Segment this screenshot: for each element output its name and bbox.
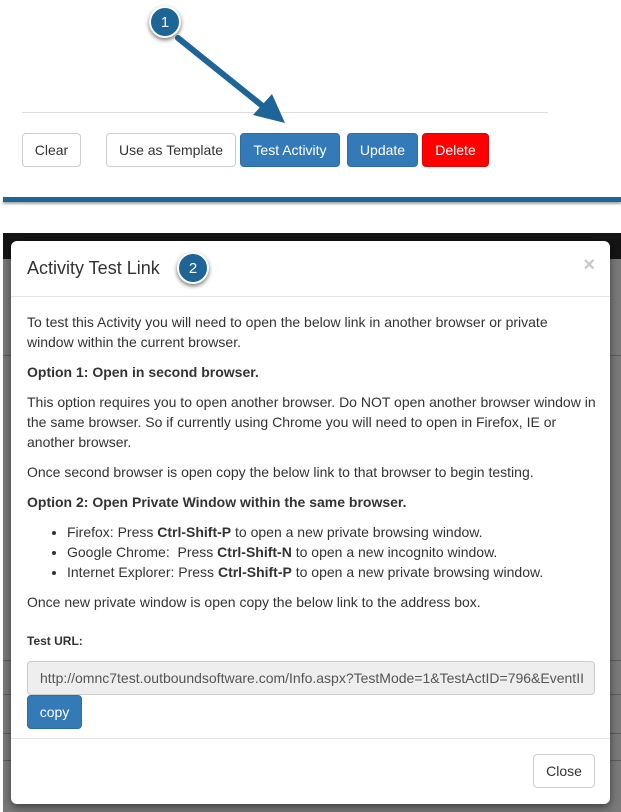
backdrop-row-line [3, 660, 11, 661]
activity-toolbar-panel [0, 0, 621, 207]
modal-body [27, 312, 597, 729]
option1-followup: Once second browser is open copy the below link to that browser to begin testing. [27, 464, 534, 480]
copy-button[interactable]: copy [27, 695, 82, 729]
list-item [67, 562, 597, 582]
modal-footer [11, 738, 610, 804]
item-text: Google Chrome: Press [67, 544, 218, 560]
backdrop-row-line [610, 760, 621, 761]
shortcut-list [67, 522, 597, 582]
item-text: to open a new incognito window. [291, 544, 498, 560]
shortcut-key: Ctrl-Shift-N [217, 544, 292, 560]
delete-button[interactable]: Delete [422, 133, 489, 167]
modal-header [11, 241, 610, 297]
option2-followup: Once new private window is open copy the below link to the address box. [27, 594, 481, 610]
section-divider [3, 197, 621, 202]
intro-text: To test this Activity you will need to open the below link in another browser or private window within the current browser. [27, 314, 548, 350]
backdrop-row-line [610, 694, 621, 695]
backdrop-row-line [610, 733, 621, 734]
clear-button[interactable]: Clear [22, 133, 81, 167]
step-badge-2: 2 [177, 252, 209, 284]
step-badge-1: 1 [149, 6, 181, 38]
list-item [67, 522, 597, 542]
test-activity-button[interactable]: Test Activity [240, 133, 340, 167]
item-text: Firefox: Press [67, 524, 158, 540]
option2-heading: Option 2: Open Private Window within the same browser. [27, 494, 407, 510]
modal-title: Activity Test Link [27, 258, 160, 278]
backdrop-row-line [3, 733, 11, 734]
backdrop-row-line [3, 694, 11, 695]
close-button[interactable]: Close [533, 754, 595, 788]
close-icon[interactable]: × [583, 254, 595, 276]
item-text: to open a new private browsing window. [291, 564, 544, 580]
divider [22, 112, 548, 113]
backdrop-row-line [3, 355, 11, 356]
annotation-arrow-icon [0, 0, 621, 207]
test-url-label: Test URL: [27, 634, 83, 648]
list-item [67, 542, 597, 562]
item-text: Internet Explorer: Press [67, 564, 218, 580]
use-as-template-button[interactable]: Use as Template [106, 133, 236, 167]
backdrop-row-line [610, 660, 621, 661]
option1-heading: Option 1: Open in second browser. [27, 364, 259, 380]
shortcut-key: Ctrl-Shift-P [217, 564, 292, 580]
activity-test-link-modal [11, 241, 610, 804]
shortcut-key: Ctrl-Shift-P [157, 524, 232, 540]
backdrop-row-line [3, 760, 11, 761]
backdrop-row-line [610, 355, 621, 356]
test-url-field[interactable]: http://omnc7test.outboundsoftware.com/Info.aspx?TestMode=1&TestActID=796&EventII [27, 661, 595, 695]
option1-text: This option requires you to open another browser. Do NOT open another browser window in the same browser. So if currently using Chrome you will need to open in Firefox, IE or another browser. [27, 394, 596, 450]
update-button[interactable]: Update [347, 133, 418, 167]
item-text: to open a new private browsing window. [231, 524, 483, 540]
